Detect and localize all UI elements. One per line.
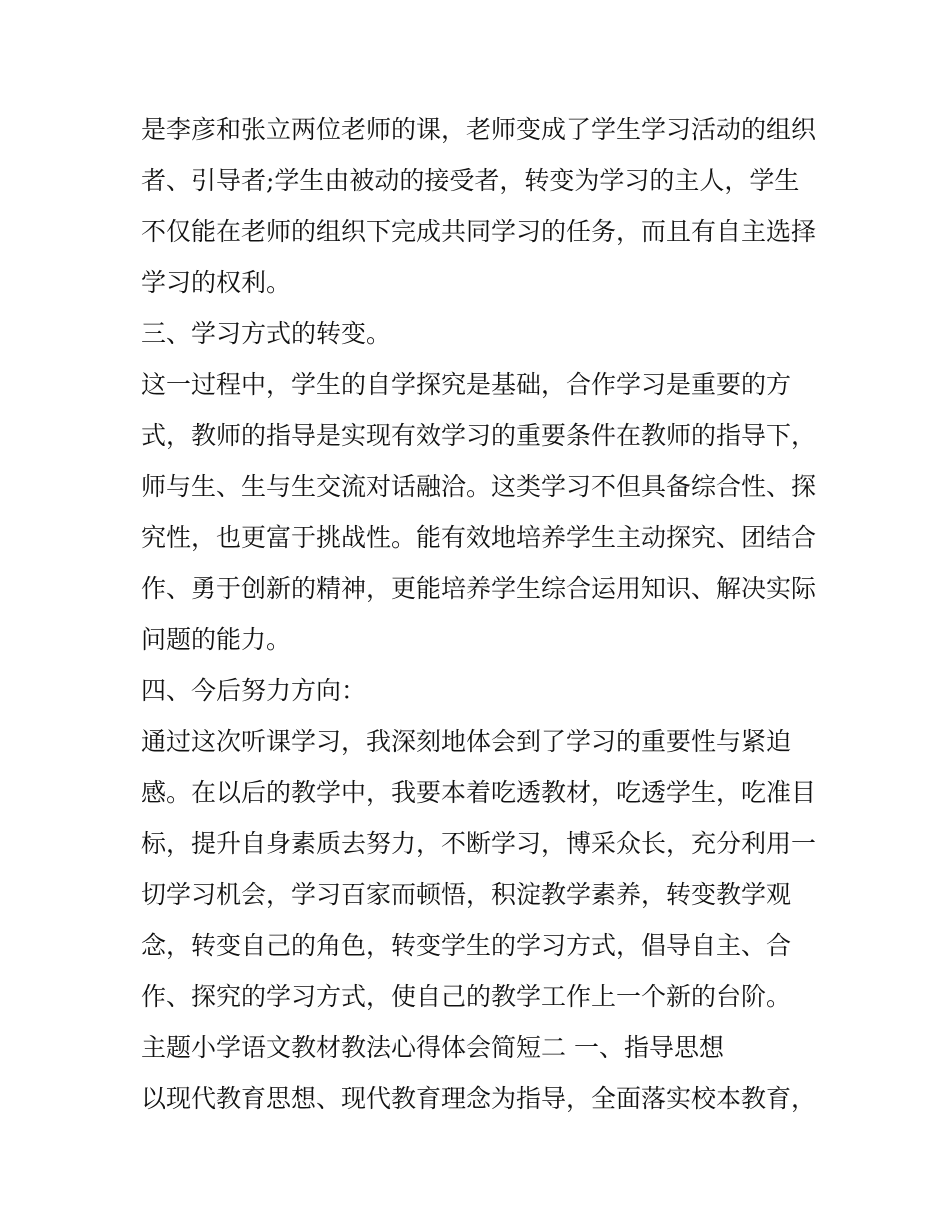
text-line: 感。在以后的教学中，我要本着吃透教材，吃透学生，吃准目 (141, 778, 817, 807)
text-line: 式，教师的指导是实现有效学习的重要条件在教师的指导下， (141, 421, 817, 450)
section-heading: 主题小学语文教材教法心得体会简短二 一、指导思想 (141, 1033, 724, 1062)
text-line: 通过这次听课学习，我深刻地体会到了学习的重要性与紧迫 (141, 727, 792, 756)
text-line: 标，提升自身素质去努力，不断学习，博采众长，充分利用一 (141, 829, 817, 858)
document-body (141, 104, 821, 1124)
text-line: 这一过程中，学生的自学探究是基础，合作学习是重要的方 (141, 370, 792, 399)
text-line: 师与生、生与生交流对话融洽。这类学习不但具备综合性、探 (141, 472, 817, 501)
text-line: 念，转变自己的角色，转变学生的学习方式，倡导自主、合 (141, 931, 792, 960)
section-heading: 四、今后努力方向： (141, 676, 367, 705)
text-line: 是李彦和张立两位老师的课，老师变成了学生学习活动的组织 (141, 115, 817, 144)
text-line: 切学习机会，学习百家而顿悟，积淀教学素养，转变教学观 (141, 880, 792, 909)
text-line: 以现代教育思想、现代教育理念为指导，全面落实校本教育， (141, 1084, 817, 1113)
text-line: 作、探究的学习方式，使自己的教学工作上一个新的台阶。 (141, 982, 792, 1011)
text-line: 者、引导者;学生由被动的接受者，转变为学习的主人，学生 (141, 166, 800, 195)
text-line: 学习的权利。 (141, 268, 292, 297)
text-line: 究性，也更富于挑战性。能有效地培养学生主动探究、团结合 (141, 523, 817, 552)
text-line: 作、勇于创新的精神，更能培养学生综合运用知识、解决实际 (141, 574, 817, 603)
text-line: 不仅能在老师的组织下完成共同学习的任务，而且有自主选择 (141, 217, 817, 246)
text-line: 问题的能力。 (141, 625, 292, 654)
section-heading: 三、学习方式的转变。 (141, 319, 392, 348)
